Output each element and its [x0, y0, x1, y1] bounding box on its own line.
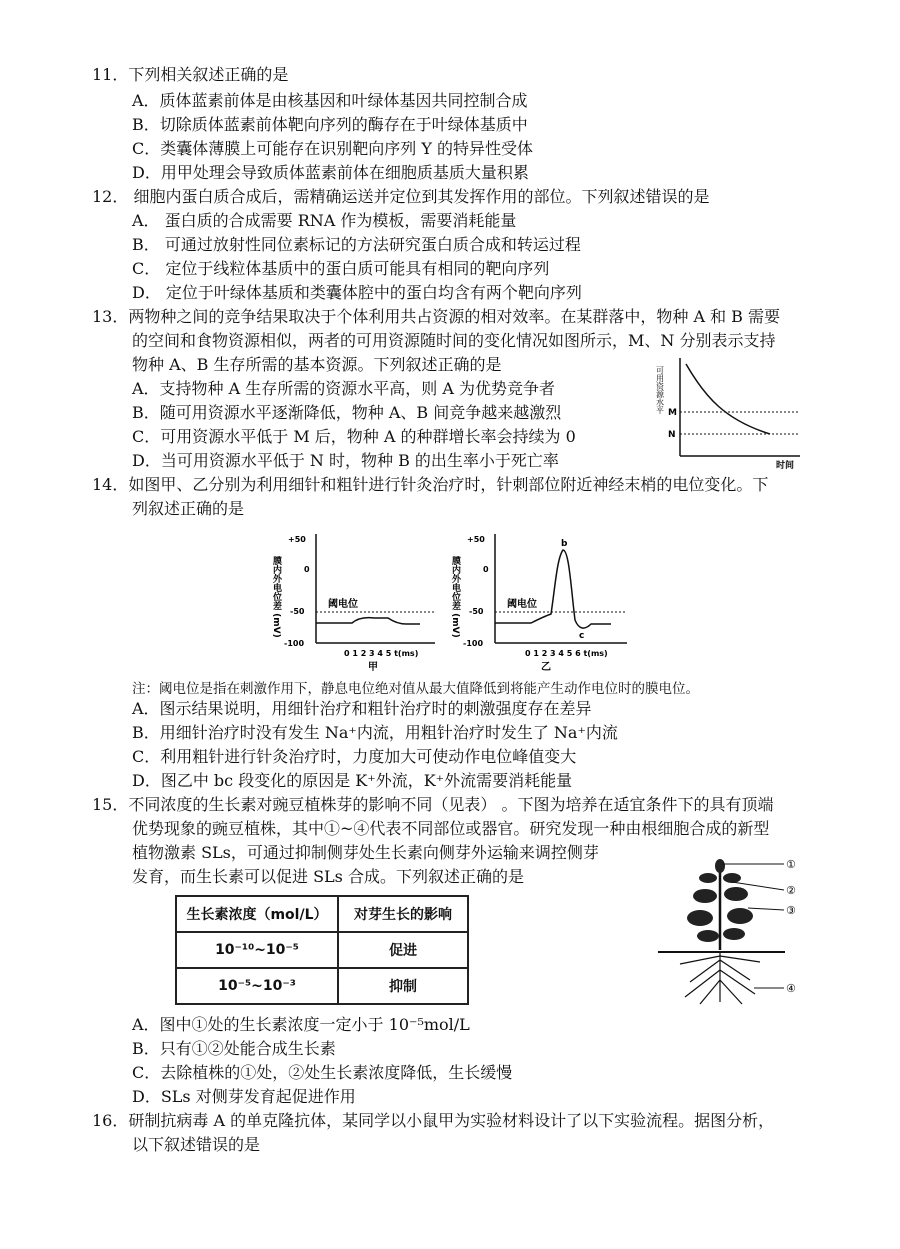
plant-label-4: ④	[786, 982, 796, 995]
jia-caption: 甲	[368, 662, 378, 673]
q12-stem: 12． 细胞内蛋白质合成后，需精确运送并定位到其发挥作用的部位。下列叙述错误的是	[92, 187, 710, 206]
q12-option-d: D． 定位于叶绿体基质和类囊体腔中的蛋白均含有两个靶向序列	[132, 283, 582, 302]
q14-option-b: B．用细针治疗时没有发生 Na⁺内流，用粗针治疗时发生了 Na⁺内流	[132, 723, 618, 742]
q14-option-d: D．图乙中 bc 段变化的原因是 K⁺外流，K⁺外流需要消耗能量	[132, 771, 573, 790]
q12-option-b: B． 可通过放射性同位素标记的方法研究蛋白质合成和转运过程	[132, 235, 581, 254]
yi-threshold-label: 阈电位	[507, 599, 537, 610]
n-label: N	[668, 430, 676, 440]
q13-stem-line2: 的空间和食物资源相似，两者的可用资源随时间的变化情况如图所示，M、N 分别表示支持	[132, 331, 776, 350]
table-row	[176, 932, 468, 968]
q13-stem-line3: 物种 A、B 生存所需的基本资源。下列叙述正确的是	[132, 355, 502, 374]
q12-option-c: C． 定位于线粒体基质中的蛋白质可能具有相同的靶向序列	[132, 259, 550, 278]
plant-roots	[680, 952, 760, 1004]
q16-stem-line2: 以下叙述错误的是	[132, 1135, 261, 1154]
table-cell-concentration: 10⁻¹⁰~10⁻⁵	[176, 932, 338, 968]
yi-ylabel: 膜内外电位差 (mV)	[450, 556, 460, 638]
q15-option-a: A．图中①处的生长素浓度一定小于 10⁻⁵mol/L	[132, 1015, 470, 1034]
table-cell-effect: 抑制	[338, 968, 468, 1004]
table-cell-concentration: 10⁻⁵~10⁻³	[176, 968, 338, 1004]
label-line-3	[748, 908, 784, 910]
jia-ytick-0: 0	[304, 565, 310, 574]
yi-xticks: 0 1 2 3 4 5 6 t(ms)	[525, 649, 608, 658]
table-header-concentration: 生长素浓度（mol/L）	[176, 896, 338, 932]
yi-point-b: b	[561, 539, 568, 549]
yi-ytick-minus50: -50	[469, 607, 484, 616]
q15-stem-line3: 植物激素 SLs，可通过抑制侧芽处生长素向侧芽外运输来调控侧芽	[132, 843, 599, 862]
yi-action-potential-curve	[495, 550, 611, 628]
plant-label-1: ①	[786, 858, 796, 871]
q11-option-c: C．类囊体薄膜上可能存在识别靶向序列 Y 的特异性受体	[132, 139, 533, 158]
resource-graph-ylabel: 可用资源水平	[655, 366, 665, 414]
q13-stem-line1: 13．两物种之间的竞争结果取决于个体利用共占资源的相对效率。在某群落中，物种 A 和 B 需要	[92, 307, 781, 326]
resource-graph-xlabel: 时间	[776, 461, 795, 470]
q15-option-b: B．只有①②处能合成生长素	[132, 1039, 336, 1058]
table-header-effect: 对芽生长的影响	[338, 896, 468, 932]
q15-stem-line1: 15．不同浓度的生长素对豌豆植株芽的影响不同（见表） 。下图为培养在适宜条件下的具有顶端	[92, 795, 774, 814]
jia-ytick-minus50: -50	[290, 607, 305, 616]
q11-option-b: B．切除质体蓝素前体靶向序列的酶存在于叶绿体基质中	[132, 115, 528, 134]
q13-option-b: B．随可用资源水平逐渐降低，物种 A、B 间竞争越来越激烈	[132, 403, 562, 422]
q15-stem-line4: 发育，而生长素可以促进 SLs 合成。下列叙述正确的是	[132, 867, 524, 886]
yi-ytick-minus100: -100	[463, 639, 484, 648]
q13-option-d: D．当可用资源水平低于 N 时，物种 B 的出生率小于死亡率	[132, 451, 559, 470]
membrane-potential-graph-yi	[445, 528, 635, 676]
q15-option-c: C．去除植株的①处，②处生长素浓度降低，生长缓慢	[132, 1063, 513, 1082]
q14-option-c: C．利用粗针进行针灸治疗时，力度加大可使动作电位峰值变大	[132, 747, 577, 766]
q11-option-a: A．质体蓝素前体是由核基因和叶绿体基因共同控制合成	[132, 91, 528, 110]
pea-plant-diagram	[650, 852, 810, 1012]
yi-ytick-0: 0	[483, 565, 489, 574]
jia-xticks: 0 1 2 3 4 5 t(ms)	[344, 649, 419, 658]
q15-option-d: D．SLs 对侧芽发育起促进作用	[132, 1087, 356, 1106]
plant-label-3: ③	[786, 904, 796, 917]
table-header-row	[176, 896, 468, 932]
q14-stem-line2: 列叙述正确的是	[132, 499, 245, 518]
q13-option-a: A．支持物种 A 生存所需的资源水平高，则 A 为优势竞争者	[132, 379, 556, 398]
q12-option-a: A． 蛋白质的合成需要 RNA 作为模板，需要消耗能量	[132, 211, 517, 230]
q14-stem-line1: 14．如图甲、乙分别为利用细针和粗针进行针灸治疗时，针刺部位附近神经末梢的电位变化。下	[92, 475, 769, 494]
q14-note: 注：阈电位是指在刺激作用下，静息电位绝对值从最大值降低到将能产生动作电位时的膜电位。	[132, 681, 699, 697]
yi-point-c: c	[579, 631, 585, 641]
q11-option-d: D．用甲处理会导致质体蓝素前体在细胞质基质大量积累	[132, 163, 529, 182]
m-label: M	[668, 408, 677, 418]
resource-decline-curve	[686, 364, 770, 434]
membrane-potential-graph-jia	[260, 528, 445, 676]
plant-label-2: ②	[786, 884, 796, 897]
yi-caption: 乙	[541, 662, 551, 673]
q15-stem-line2: 优势现象的豌豆植株，其中①~④代表不同部位或器官。研究发现一种由根细胞合成的新型	[132, 819, 770, 838]
jia-ytick-plus50: +50	[288, 535, 306, 544]
q16-stem-line1: 16．研制抗病毒 A 的单克隆抗体，某同学以小鼠甲为实验材料设计了以下实验流程。据图分析，	[92, 1111, 775, 1130]
table-row	[176, 968, 468, 1004]
jia-potential-curve	[316, 618, 420, 624]
q14-option-a: A．图示结果说明，用细针治疗和粗针治疗时的刺激强度存在差异	[132, 699, 592, 718]
jia-ytick-minus100: -100	[284, 639, 305, 648]
table-cell-effect: 促进	[338, 932, 468, 968]
yi-ytick-plus50: +50	[467, 535, 485, 544]
q11-stem: 11．下列相关叙述正确的是	[92, 65, 289, 84]
jia-threshold-label: 阈电位	[328, 599, 358, 610]
resource-level-graph	[650, 352, 810, 470]
jia-ylabel: 膜内外电位差 (mV)	[271, 556, 281, 638]
auxin-effect-table	[175, 895, 469, 1005]
q13-option-c: C．可用资源水平低于 M 后，物种 A 的种群增长率会持续为 0	[132, 427, 576, 446]
